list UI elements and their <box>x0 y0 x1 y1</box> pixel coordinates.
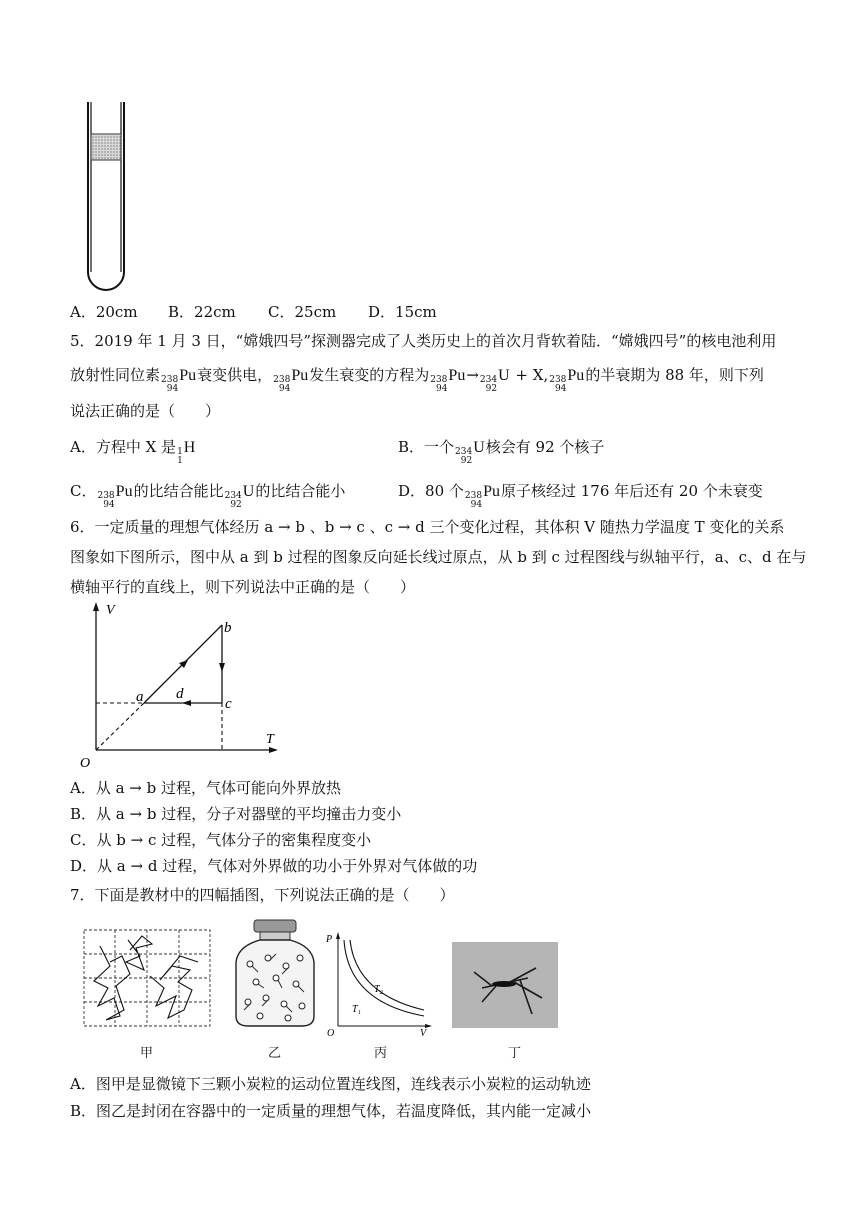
q4-option-c: C．25cm <box>268 303 337 321</box>
point-b-label: b <box>224 620 232 636</box>
q7-stem-line1: 7．下面是教材中的四幅插图，下列说法正确的是（ ） <box>70 886 455 904</box>
isotope-pu: 238 94 Pu <box>464 483 500 510</box>
isotope-u: 234 92 U <box>479 367 510 394</box>
q7-option-b: B．图乙是封闭在容器中的一定质量的理想气体，若温度降低，其内能一定减小 <box>70 1102 592 1120</box>
vt-graph <box>78 600 288 775</box>
q5-stem-line3: 说法正确的是（ ） <box>70 402 221 420</box>
q5-option-a: A．方程中 X 是 1 1 H <box>70 438 196 466</box>
q7-option-a: A．图甲是显微镜下三颗小炭粒的运动位置连线图，连线表示小炭粒的运动轨迹 <box>70 1075 591 1093</box>
isotope-pu: 238 94 Pu <box>549 367 585 394</box>
caption-bing: 丙 <box>374 1046 388 1061</box>
q6-stem-line3: 横轴平行的直线上，则下列说法中正确的是（ ） <box>70 578 416 596</box>
q5-stem-line2: 放射性同位素 238 94 Pu衰变供电， 238 94 Pu发生衰变的方程为 238 94 Pu→ 234 92 U + X, 238 94 Pu的半衰期为 88 年，则下列 <box>70 366 764 394</box>
pv-p-label: P <box>326 934 333 945</box>
pv-o-label: O <box>327 1028 335 1036</box>
test-tube-figure <box>80 100 130 295</box>
q5-option-c: C． 238 94 Pu的比结合能比 234 92 U的比结合能小 <box>70 482 346 510</box>
q4-option-a: A．20cm <box>70 303 138 321</box>
q6-option-a: A．从 a → b 过程，气体可能向外界放热 <box>70 779 342 797</box>
point-d-label: d <box>176 686 184 702</box>
caption-jia: 甲 <box>140 1046 154 1061</box>
pv-t2-label: T₂ <box>374 984 384 995</box>
caption-yi: 乙 <box>268 1046 282 1061</box>
pv-t1-label: T₁ <box>352 1004 362 1015</box>
isotope-u: 234 92 U <box>224 483 255 510</box>
q5-option-b: B．一个 234 92 U核会有 92 个核子 <box>398 438 605 466</box>
x-axis-label: T <box>266 732 274 747</box>
point-c-label: c <box>225 696 232 712</box>
figure-jia-brownian <box>80 926 215 1038</box>
isotope-pu: 238 94 Pu <box>273 367 309 394</box>
isotope-pu: 238 94 Pu <box>97 483 133 510</box>
origin-label: O <box>80 756 91 771</box>
q5-option-d: D．80 个 238 94 Pu原子核经过 176 年后还有 20 个未衰变 <box>398 482 763 510</box>
isotope-pu: 238 94 Pu <box>430 367 466 394</box>
q6-stem-line1: 6．一定质量的理想气体经历 a → b 、b → c 、c → d 三个变化过程，其体积 V 随热力学温度 T 变化的关系 <box>70 518 785 536</box>
q5-stem-line1: 5．2019 年 1 月 3 日，“嫦娥四号”探测器完成了人类历史上的首次月背软着陆．“嫦娥四号”的核电池利用 <box>70 332 777 350</box>
y-axis-label: V <box>106 603 115 618</box>
caption-ding: 丁 <box>508 1046 522 1061</box>
figure-ding-water-strider <box>452 942 558 1028</box>
q6-stem-line2: 图象如下图所示，图中从 a 到 b 过程的图象反向延长线过原点，从 b 到 c 过程图线与纵轴平行，a、c、d 在与 <box>70 548 807 566</box>
point-a-label: a <box>136 689 144 705</box>
q6-option-d: D．从 a → d 过程，气体对外界做的功小于外界对气体做的功 <box>70 857 478 875</box>
q4-option-b: B．22cm <box>168 303 236 321</box>
pv-v-label: V <box>420 1028 427 1036</box>
isotope-h: 1 1 H <box>177 439 196 466</box>
q6-option-c: C．从 b → c 过程，气体分子的密集程度变小 <box>70 831 372 849</box>
figure-yi-gas-jar <box>230 918 320 1030</box>
isotope-pu: 238 94 Pu <box>161 367 197 394</box>
figure-bing-pv-isotherms <box>326 930 434 1036</box>
q6-option-b: B．从 a → b 过程，分子对器壁的平均撞击力变小 <box>70 805 402 823</box>
q4-option-d: D．15cm <box>368 303 437 321</box>
isotope-u: 234 92 U <box>455 439 485 466</box>
